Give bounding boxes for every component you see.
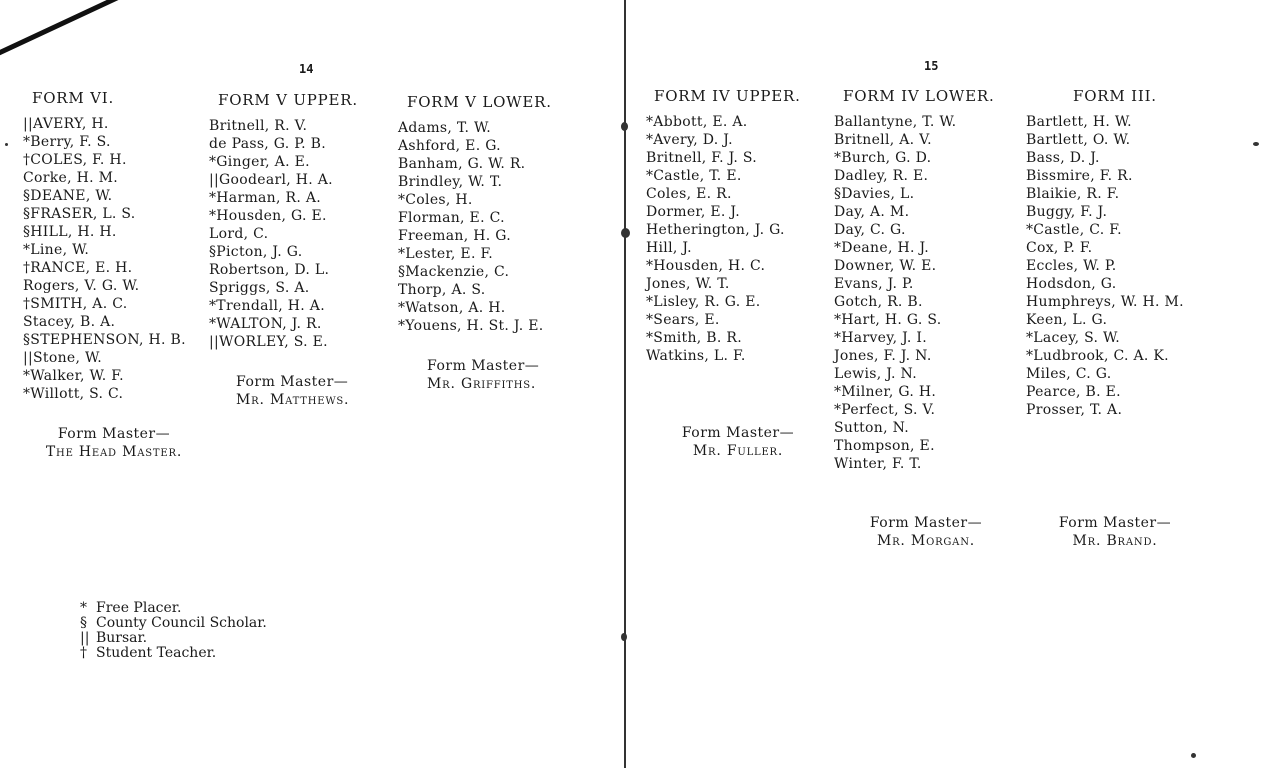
student-name: *Ginger, A. E. [209, 154, 310, 170]
ink-smudge [0, 0, 124, 56]
left-page [0, 0, 624, 768]
student-name: *Deane, H. J. [834, 240, 930, 256]
student-name: *Castle, T. E. [646, 168, 742, 184]
form-heading: FORM IV UPPER. [654, 87, 801, 105]
student-name: *Harvey, J. I. [834, 330, 927, 346]
student-name: *Lester, E. F. [398, 246, 494, 262]
student-name: Ashford, E. G. [398, 138, 501, 154]
form-master-name: Mr. Brand. [1072, 533, 1158, 549]
student-name: Thompson, E. [834, 438, 935, 454]
student-name: *Castle, C. F. [1026, 222, 1122, 238]
scan-speck [621, 122, 628, 131]
student-name: §Picton, J. G. [209, 244, 303, 260]
form-master-label: Form Master— [57, 426, 171, 442]
student-name: Dadley, R. E. [834, 168, 929, 184]
form-v-lower-column [398, 91, 552, 335]
student-name: Sutton, N. [834, 420, 910, 436]
student-name: Cox, P. F. [1026, 240, 1093, 256]
form-master-name: Mr. Fuller. [692, 443, 784, 459]
student-name: Bass, D. J. [1026, 150, 1100, 166]
scan-speck [621, 633, 627, 641]
student-name: Day, A. M. [834, 204, 910, 220]
form-heading: FORM V UPPER. [218, 91, 358, 109]
student-name: *Hart, H. G. S. [834, 312, 942, 328]
student-name: Banham, G. W. R. [398, 156, 526, 172]
student-name: Miles, C. G. [1026, 366, 1112, 382]
student-name: Florman, E. C. [398, 210, 505, 226]
student-name: Spriggs, S. A. [209, 280, 310, 296]
student-name: Day, C. G. [834, 222, 906, 238]
student-name: Lord, C. [209, 226, 269, 242]
student-name: *Lisley, R. G. E. [646, 294, 761, 310]
student-name: Blaikie, R. F. [1026, 186, 1120, 202]
student-name: Bartlett, H. W. [1026, 114, 1132, 130]
right-page [626, 0, 1265, 768]
student-name: §Mackenzie, C. [398, 264, 510, 280]
student-name: Britnell, F. J. S. [646, 150, 758, 166]
scan-speck [621, 228, 630, 238]
form-iv-lower-column [834, 85, 995, 473]
scan-speck [1253, 142, 1259, 146]
form-master-name: Mr. Morgan. [876, 533, 976, 549]
student-name: §FRASER, L. S. [23, 206, 136, 222]
student-name: *Milner, G. H. [834, 384, 937, 400]
student-name: Eccles, W. P. [1026, 258, 1117, 274]
student-name: Hetherington, J. G. [646, 222, 785, 238]
form-heading: FORM IV LOWER. [843, 87, 995, 105]
student-name: *Ludbrook, C. A. K. [1026, 348, 1169, 364]
legend-meaning: County Council Scholar. [96, 615, 267, 631]
student-name: Lewis, J. N. [834, 366, 917, 382]
form-master [236, 373, 349, 409]
form-heading: FORM III. [1073, 87, 1157, 105]
student-name: *Willott, S. C. [23, 386, 124, 402]
page-number: 15 [924, 59, 939, 73]
student-list [1026, 113, 1184, 419]
legend-item [80, 616, 267, 631]
student-name: de Pass, G. P. B. [209, 136, 327, 152]
student-name: *Berry, F. S. [23, 134, 111, 150]
form-iv-upper-column [646, 85, 801, 365]
student-name: Stacey, B. A. [23, 314, 116, 330]
student-name: *Lacey, S. W. [1026, 330, 1121, 346]
student-name: Britnell, A. V. [834, 132, 932, 148]
form-master-label: Form Master— [681, 425, 795, 441]
student-name: Watkins, L. F. [646, 348, 746, 364]
form-master [427, 357, 539, 393]
legend-symbol: || [80, 630, 90, 646]
student-name: Thorp, A. S. [398, 282, 486, 298]
student-name: *Housden, H. C. [646, 258, 766, 274]
form-vi-column [23, 87, 186, 403]
student-name: *Coles, H. [398, 192, 473, 208]
legend-symbol: * [80, 600, 87, 616]
student-name: Adams, T. W. [398, 120, 491, 136]
student-name: *Avery, D. J. [646, 132, 733, 148]
student-name: *Burch, G. D. [834, 150, 932, 166]
student-name: §DEANE, W. [23, 188, 113, 204]
student-name: Rogers, V. G. W. [23, 278, 140, 294]
form-master-name: The Head Master. [45, 444, 183, 460]
legend-meaning: Bursar. [96, 630, 148, 646]
student-name: *Abbott, E. A. [646, 114, 748, 130]
scan-speck [5, 143, 8, 146]
student-name: Pearce, B. E. [1026, 384, 1121, 400]
student-name: §STEPHENSON, H. B. [23, 332, 186, 348]
student-name: Hodsdon, G. [1026, 276, 1117, 292]
student-name: *Watson, A. H. [398, 300, 506, 316]
student-name: Britnell, R. V. [209, 118, 308, 134]
student-name: Buggy, F. J. [1026, 204, 1108, 220]
student-name: ||WORLEY, S. E. [209, 334, 328, 350]
student-name: Keen, L. G. [1026, 312, 1108, 328]
student-name: Jones, F. J. N. [834, 348, 932, 364]
student-name: Robertson, D. L. [209, 262, 330, 278]
student-name: Humphreys, W. H. M. [1026, 294, 1184, 310]
student-name: †SMITH, A. C. [23, 296, 128, 312]
form-master [864, 514, 988, 550]
student-list [398, 119, 552, 335]
student-name: †COLES, F. H. [23, 152, 127, 168]
student-name: Dormer, E. J. [646, 204, 740, 220]
student-name: Brindley, W. T. [398, 174, 503, 190]
form-master-label: Form Master— [869, 515, 983, 531]
student-list [209, 117, 358, 351]
student-name: §Davies, L. [834, 186, 915, 202]
student-name: §HILL, H. H. [23, 224, 117, 240]
student-name: ||Goodearl, H. A. [209, 172, 333, 188]
student-list [834, 113, 995, 473]
form-iii-column [1026, 85, 1184, 419]
student-name: Bartlett, O. W. [1026, 132, 1131, 148]
student-name: Evans, J. P. [834, 276, 914, 292]
form-master [36, 425, 192, 461]
student-name: *Youens, H. St. J. E. [398, 318, 544, 334]
student-name: Ballantyne, T. W. [834, 114, 957, 130]
student-name: *Sears, E. [646, 312, 720, 328]
student-name: ||Stone, W. [23, 350, 102, 366]
form-heading: FORM V LOWER. [407, 93, 552, 111]
student-name: Downer, W. E. [834, 258, 937, 274]
legend-symbol: § [80, 615, 87, 631]
student-name: *Perfect, S. V. [834, 402, 936, 418]
student-name: Coles, E. R. [646, 186, 732, 202]
student-name: ||AVERY, H. [23, 116, 109, 132]
legend-item [80, 601, 267, 616]
form-master-name: Mr. Griffiths. [427, 376, 537, 392]
student-name: *Trendall, H. A. [209, 298, 325, 314]
student-name: *WALTON, J. R. [209, 316, 322, 332]
student-name: *Housden, G. E. [209, 208, 327, 224]
legend-item [80, 631, 267, 646]
form-master-label: Form Master— [427, 358, 540, 374]
student-list [23, 115, 186, 403]
student-name: Jones, W. T. [646, 276, 730, 292]
symbol-legend [80, 601, 267, 661]
student-name: Winter, F. T. [834, 456, 922, 472]
form-heading: FORM VI. [32, 89, 115, 107]
student-name: Hill, J. [646, 240, 692, 256]
student-name: Bissmire, F. R. [1026, 168, 1133, 184]
legend-item [80, 646, 267, 661]
student-name: Freeman, H. G. [398, 228, 511, 244]
student-name: *Harman, R. A. [209, 190, 321, 206]
form-master-label: Form Master— [1058, 515, 1172, 531]
student-name: Corke, H. M. [23, 170, 118, 186]
student-name: Prosser, T. A. [1026, 402, 1123, 418]
form-master-name: Mr. Matthews. [236, 392, 350, 408]
legend-meaning: Free Placer. [96, 600, 182, 616]
form-master-label: Form Master— [236, 374, 349, 390]
scan-speck [1191, 753, 1196, 758]
form-master [1053, 514, 1177, 550]
student-name: †RANCE, E. H. [23, 260, 133, 276]
student-name: Gotch, R. B. [834, 294, 923, 310]
student-list [646, 113, 801, 365]
page-number: 14 [299, 62, 314, 76]
student-name: *Smith, B. R. [646, 330, 742, 346]
form-master [676, 424, 800, 460]
legend-symbol: † [80, 645, 87, 661]
student-name: *Walker, W. F. [23, 368, 124, 384]
legend-meaning: Student Teacher. [96, 645, 217, 661]
student-name: *Line, W. [23, 242, 90, 258]
form-v-upper-column [209, 89, 358, 351]
